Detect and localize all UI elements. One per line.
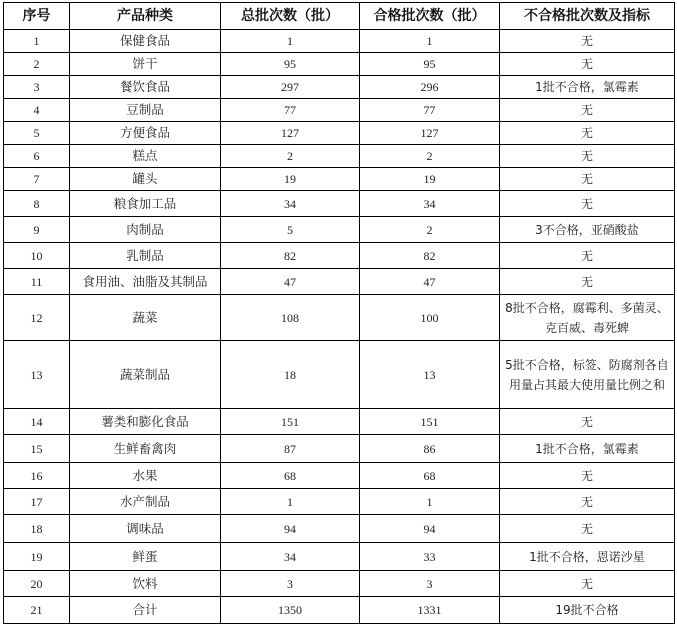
row-index: 18 [4,515,70,543]
row-unqualified: 3不合格，亚硝酸盐 [500,217,675,243]
row-total: 95 [221,53,360,76]
row-unqualified: 19批不合格 [500,597,675,624]
row-total: 1 [221,30,360,53]
row-category: 罐头 [70,168,221,191]
row-total: 77 [221,99,360,122]
header-row [4,3,675,30]
row-category: 合计 [70,597,221,624]
row-category: 调味品 [70,515,221,543]
row-category: 饮料 [70,571,221,597]
row-category: 糕点 [70,145,221,168]
row-index: 17 [4,489,70,515]
row-qualified: 296 [360,76,500,99]
row-unqualified: 无 [500,30,675,53]
row-category: 乳制品 [70,243,221,269]
table-row [4,99,675,122]
col-header-qualified: 合格批次数（批） [360,3,500,30]
row-total: 87 [221,435,360,463]
row-index: 16 [4,463,70,489]
row-total: 3 [221,571,360,597]
row-index: 14 [4,409,70,435]
table-row [4,435,675,463]
row-unqualified: 无 [500,168,675,191]
row-unqualified: 无 [500,269,675,295]
table-row [4,295,675,341]
row-total: 68 [221,463,360,489]
table-row [4,543,675,571]
row-total: 108 [221,295,360,341]
row-index: 19 [4,543,70,571]
row-total: 1 [221,489,360,515]
table-row [4,191,675,217]
row-total: 47 [221,269,360,295]
table-row [4,269,675,295]
row-total: 151 [221,409,360,435]
row-total: 94 [221,515,360,543]
row-unqualified: 无 [500,53,675,76]
row-index: 20 [4,571,70,597]
row-category: 粮食加工品 [70,191,221,217]
row-unqualified: 无 [500,243,675,269]
row-total: 1350 [221,597,360,624]
row-total: 297 [221,76,360,99]
row-index: 13 [4,341,70,409]
row-index: 7 [4,168,70,191]
row-unqualified: 无 [500,515,675,543]
row-qualified: 100 [360,295,500,341]
row-qualified: 33 [360,543,500,571]
row-category: 餐饮食品 [70,76,221,99]
table-row [4,489,675,515]
row-qualified: 1331 [360,597,500,624]
row-qualified: 2 [360,145,500,168]
row-qualified: 127 [360,122,500,145]
row-index: 9 [4,217,70,243]
row-unqualified: 1批不合格，恩诺沙星 [500,543,675,571]
row-qualified: 3 [360,571,500,597]
row-index: 11 [4,269,70,295]
row-qualified: 68 [360,463,500,489]
row-total: 34 [221,543,360,571]
table-row [4,243,675,269]
row-category: 薯类和膨化食品 [70,409,221,435]
table-row [4,145,675,168]
col-header-category: 产品种类 [70,3,221,30]
row-category: 水果 [70,463,221,489]
table-row [4,76,675,99]
row-index: 2 [4,53,70,76]
row-unqualified: 无 [500,99,675,122]
row-total: 2 [221,145,360,168]
row-unqualified: 无 [500,489,675,515]
table-row [4,409,675,435]
row-unqualified: 1批不合格，氯霉素 [500,435,675,463]
row-unqualified: 1批不合格，氯霉素 [500,76,675,99]
inspection-results-table [3,2,675,624]
row-unqualified: 8批不合格，腐霉利、多菌灵、克百威、毒死蜱 [500,295,675,341]
row-total: 19 [221,168,360,191]
row-total: 127 [221,122,360,145]
col-header-total: 总批次数（批） [221,3,360,30]
table-row [4,168,675,191]
row-category: 肉制品 [70,217,221,243]
col-header-unqualified: 不合格批次数及指标 [500,3,675,30]
row-index: 21 [4,597,70,624]
col-header-index: 序号 [4,3,70,30]
row-category: 方便食品 [70,122,221,145]
row-category: 鲜蛋 [70,543,221,571]
row-category: 蔬菜制品 [70,341,221,409]
row-category: 生鲜畜禽肉 [70,435,221,463]
row-category: 食用油、油脂及其制品 [70,269,221,295]
table-row-total [4,597,675,624]
table-row [4,463,675,489]
row-unqualified: 无 [500,409,675,435]
row-qualified: 13 [360,341,500,409]
row-qualified: 19 [360,168,500,191]
row-total: 34 [221,191,360,217]
row-category: 保健食品 [70,30,221,53]
row-qualified: 2 [360,217,500,243]
row-unqualified: 5批不合格，标签、防腐剂各自用量占其最大使用量比例之和 [500,341,675,409]
table-row [4,515,675,543]
table-row [4,217,675,243]
row-index: 6 [4,145,70,168]
row-unqualified: 无 [500,122,675,145]
row-total: 18 [221,341,360,409]
row-qualified: 94 [360,515,500,543]
row-index: 1 [4,30,70,53]
row-qualified: 77 [360,99,500,122]
row-unqualified: 无 [500,145,675,168]
row-index: 5 [4,122,70,145]
row-index: 4 [4,99,70,122]
row-qualified: 82 [360,243,500,269]
row-index: 3 [4,76,70,99]
row-qualified: 34 [360,191,500,217]
row-qualified: 47 [360,269,500,295]
row-qualified: 86 [360,435,500,463]
row-unqualified: 无 [500,191,675,217]
table-row [4,122,675,145]
row-category: 蔬菜 [70,295,221,341]
row-category: 饼干 [70,53,221,76]
table-row [4,30,675,53]
row-qualified: 151 [360,409,500,435]
row-index: 12 [4,295,70,341]
row-total: 82 [221,243,360,269]
row-total: 5 [221,217,360,243]
row-index: 10 [4,243,70,269]
row-qualified: 95 [360,53,500,76]
row-index: 8 [4,191,70,217]
row-index: 15 [4,435,70,463]
table-row [4,341,675,409]
row-unqualified: 无 [500,463,675,489]
row-category: 豆制品 [70,99,221,122]
table-row [4,53,675,76]
row-qualified: 1 [360,30,500,53]
row-category: 水产制品 [70,489,221,515]
row-qualified: 1 [360,489,500,515]
row-unqualified: 无 [500,571,675,597]
table-row [4,571,675,597]
